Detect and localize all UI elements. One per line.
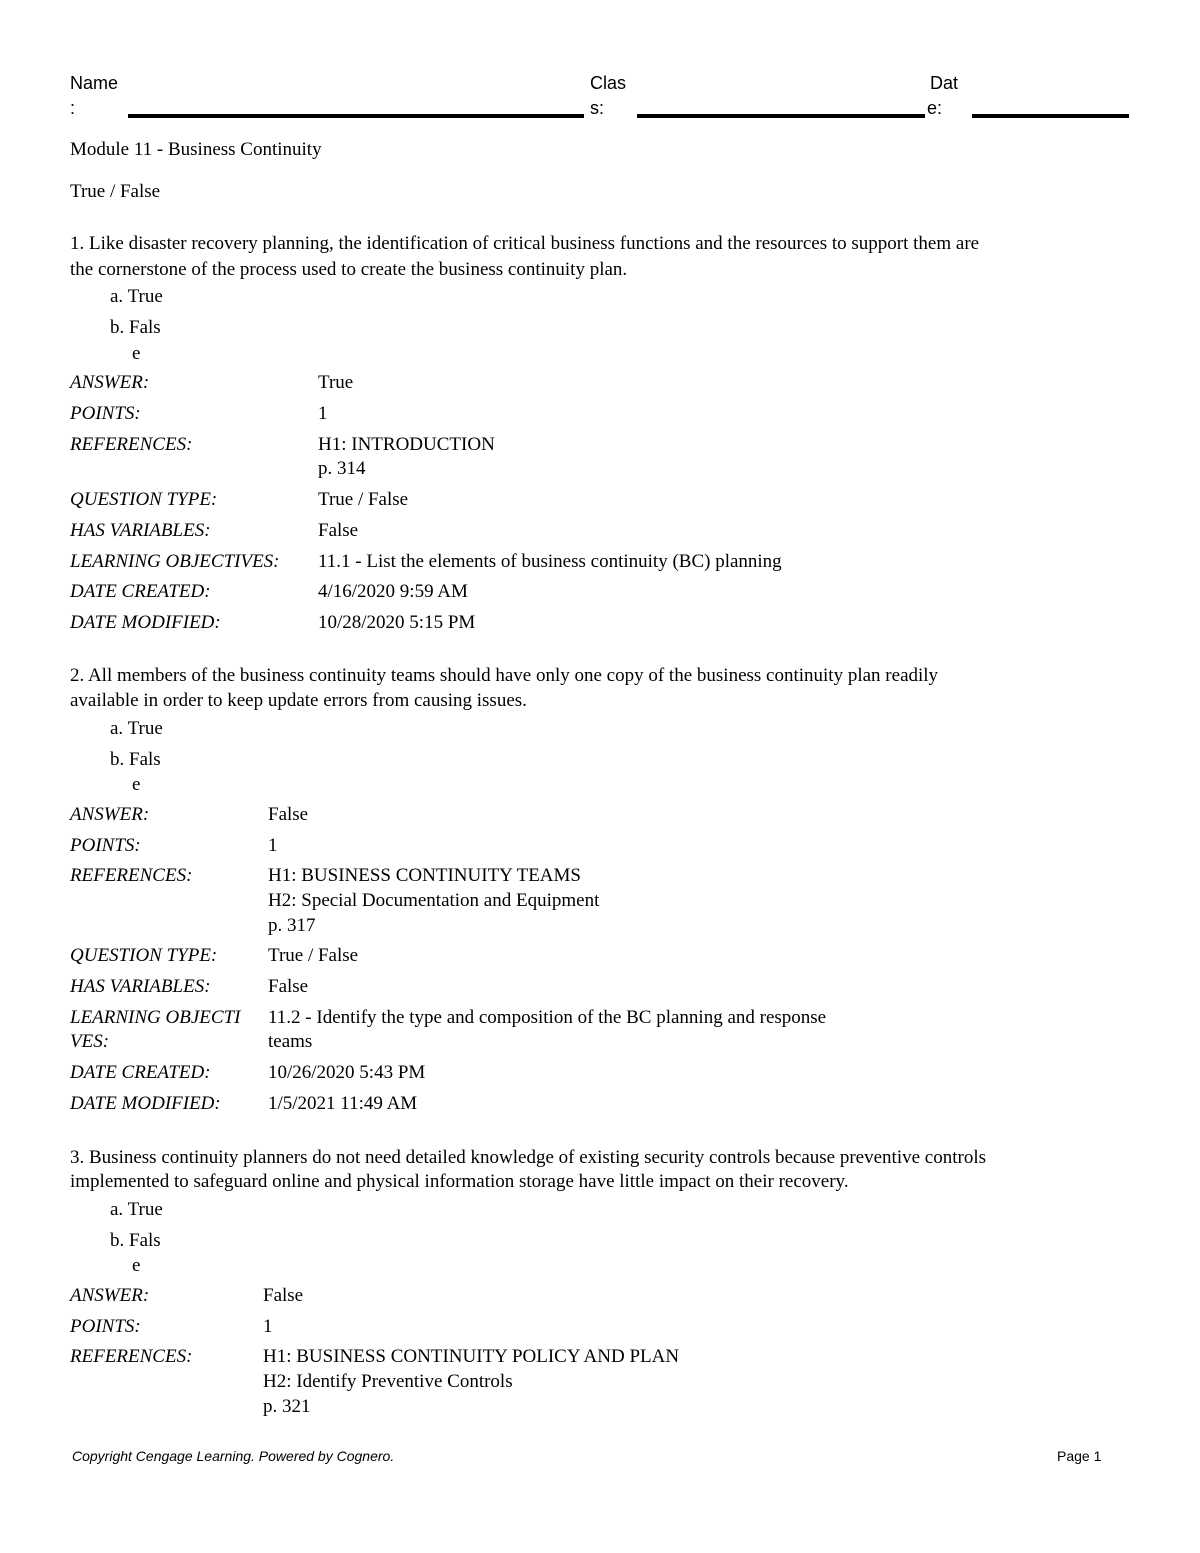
points-value: 1 [263,1316,273,1337]
question-type-value: True / False [318,489,409,510]
date-modified-value: 10/28/2020 5:15 PM [318,612,476,633]
has-variables-label: HAS VARIABLES: [70,520,211,541]
section-heading: True / False [70,181,161,202]
answer-value: False [263,1285,304,1306]
question-3-choice-b-wrap: e [132,1255,141,1276]
name-blank-line[interactable] [128,114,584,118]
date-modified-value: 1/5/2021 11:49 AM [268,1093,418,1114]
points-value: 1 [268,835,278,856]
class-blank-line[interactable] [637,114,925,118]
question-1-stem-line-2: the cornerstone of the process used to create the business continuity plan. [70,259,628,280]
question-type-label: QUESTION TYPE: [70,489,218,510]
question-2-stem-line-2: available in order to keep update errors from causing issues. [70,690,527,711]
learning-objectives-label-wrap: VES: [70,1031,110,1052]
has-variables-value: False [318,520,359,541]
has-variables-label: HAS VARIABLES: [70,976,211,997]
module-title: Module 11 - Business Continuity [70,139,322,160]
class-label: Clas [590,73,627,93]
points-label: POINTS: [70,1316,141,1337]
question-3-choice-b: b. Fals [110,1230,161,1251]
answer-label: ANSWER: [70,372,150,393]
question-3-choice-a: a. True [110,1199,163,1220]
name-label-colon: : [70,98,76,118]
question-3-stem-line-1: 3. Business continuity planners do not need detailed knowledge of existing security controls because preventive controls [70,1147,986,1168]
reference-page: p. 321 [263,1396,311,1417]
reference-heading-2: H2: Special Documentation and Equipment [268,890,600,911]
answer-label: ANSWER: [70,804,150,825]
question-1-choice-b-wrap: e [132,343,141,364]
date-created-label: DATE CREATED: [70,1062,211,1083]
question-type-label: QUESTION TYPE: [70,945,218,966]
name-label: Name [70,73,119,93]
references-label: REFERENCES: [70,1346,193,1367]
question-2-choice-b: b. Fals [110,749,161,770]
reference-page: p. 314 [318,458,366,479]
points-label: POINTS: [70,835,141,856]
question-type-value: True / False [268,945,359,966]
learning-objectives-value: 11.1 - List the elements of business continuity (BC) planning [318,551,782,572]
date-modified-label: DATE MODIFIED: [70,1093,221,1114]
learning-objectives-value: 11.2 - Identify the type and composition of the BC planning and response [268,1007,827,1028]
reference-page: p. 317 [268,915,316,936]
footer-copyright: Copyright Cengage Learning. Powered by Cognero. [72,1448,395,1464]
reference-heading-1: H1: BUSINESS CONTINUITY TEAMS [268,865,581,886]
question-1-stem-line-1: 1. Like disaster recovery planning, the identification of critical business functions and the resources to support them are [70,233,980,254]
learning-objectives-label: LEARNING OBJECTI [70,1007,241,1028]
date-modified-label: DATE MODIFIED: [70,612,221,633]
date-created-value: 10/26/2020 5:43 PM [268,1062,426,1083]
references-label: REFERENCES: [70,434,193,455]
date-blank-line[interactable] [972,114,1129,118]
reference-heading-2: H2: Identify Preventive Controls [263,1371,513,1392]
question-2-choice-a: a. True [110,718,163,739]
answer-value: True [318,372,354,393]
date-label-suffix: e: [927,98,943,118]
question-2-choice-b-wrap: e [132,774,141,795]
question-2-stem-line-1: 2. All members of the business continuity teams should have only one copy of the business continuity plan readily [70,665,939,686]
question-1-choice-a: a. True [110,286,163,307]
points-label: POINTS: [70,403,141,424]
question-1-choice-b: b. Fals [110,317,161,338]
has-variables-value: False [268,976,309,997]
reference-heading-1: H1: INTRODUCTION [318,434,495,455]
learning-objectives-value-wrap: teams [268,1031,313,1052]
footer-page-number: Page 1 [1057,1448,1102,1464]
question-3-stem-line-2: implemented to safeguard online and physical information storage have little impact on their recovery. [70,1171,849,1192]
date-created-value: 4/16/2020 9:59 AM [318,581,468,602]
class-label-suffix: s: [590,98,605,118]
learning-objectives-label: LEARNING OBJECTIVES: [70,551,280,572]
points-value: 1 [318,403,328,424]
date-created-label: DATE CREATED: [70,581,211,602]
reference-heading-1: H1: BUSINESS CONTINUITY POLICY AND PLAN [263,1346,680,1367]
answer-label: ANSWER: [70,1285,150,1306]
references-label: REFERENCES: [70,865,193,886]
answer-value: False [268,804,309,825]
date-label: Dat [930,73,959,93]
